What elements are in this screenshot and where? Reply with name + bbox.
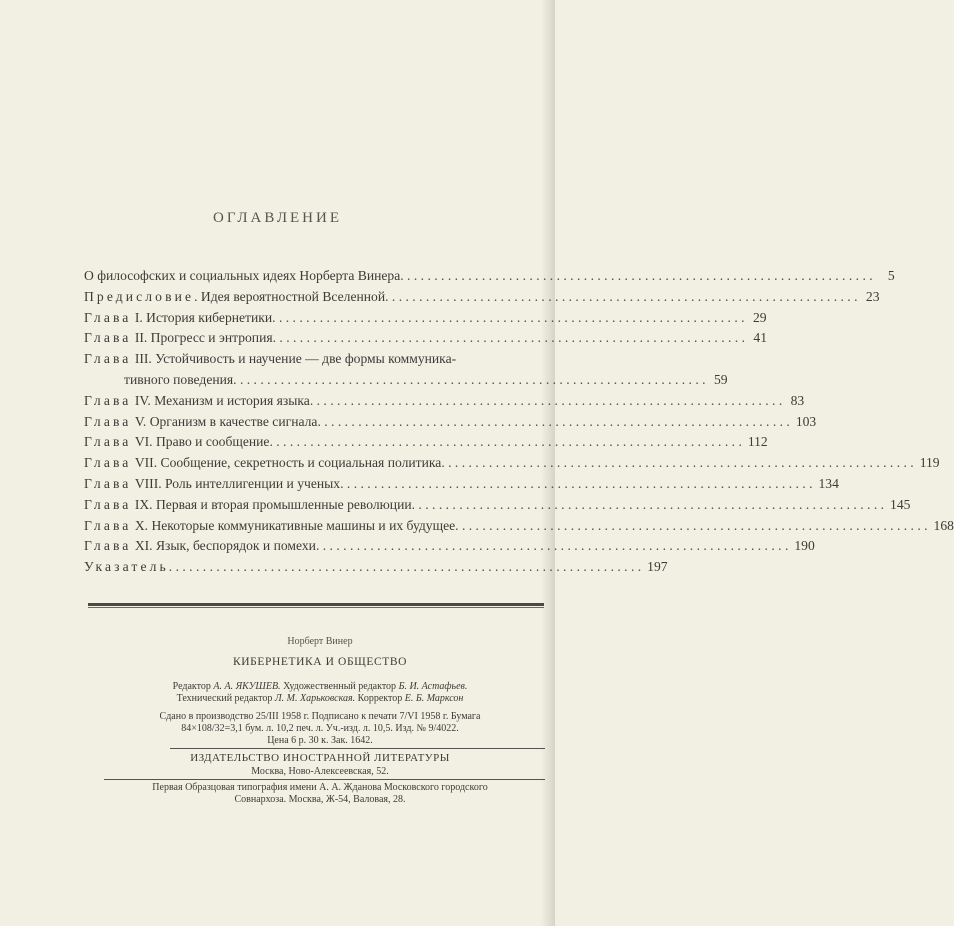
editor-name: А. А. ЯКУШЕВ.	[213, 681, 281, 692]
toc-page-number: 59	[713, 371, 728, 387]
imprint-publisher-address: Москва, Ново-Алексеевская, 52.	[251, 766, 389, 777]
toc-entry-text: О философских и социальных идеях Норберта Винера	[84, 268, 401, 283]
editor-role: Художественный редактор	[280, 681, 399, 692]
toc-entry-prefix: Глава	[84, 330, 132, 346]
toc-leader-dots	[317, 414, 789, 430]
toc-page-number: 5	[887, 268, 895, 283]
toc-entry	[84, 309, 767, 331]
toc-entry-text: X. Некоторые коммуникативные машины и их будущее	[131, 517, 456, 533]
toc-leader-dots	[272, 310, 744, 326]
toc-entry	[84, 392, 805, 414]
divider-rule	[170, 748, 545, 749]
toc-leader-dots	[273, 330, 745, 346]
toc-page-number: 145	[890, 496, 911, 512]
toc-leader-dots	[455, 518, 927, 534]
editor-name: Б. И. Астафьев.	[398, 681, 468, 692]
toc-entry	[84, 455, 940, 476]
toc-entry	[84, 538, 815, 559]
toc-entry-prefix: Глава	[84, 351, 132, 367]
toc-leader-dots	[233, 372, 705, 388]
toc-entry-text: VII. Сообщение, секретность и социальная политика	[131, 455, 442, 471]
imprint-production-info	[100, 711, 540, 747]
toc-entry-prefix: Глава	[84, 496, 132, 512]
toc-entry	[84, 517, 954, 539]
imprint-publisher: ИЗДАТЕЛЬСТВО ИНОСТРАННОЙ ЛИТЕРАТУРЫ	[190, 752, 450, 764]
toc-entry-text: V. Организм в качестве сигнала	[131, 413, 318, 429]
toc-entry-prefix: Предисловие	[84, 288, 195, 304]
toc-page-number: 197	[647, 559, 668, 575]
editor-role: Корректор	[355, 693, 405, 704]
toc-entry-prefix: Глава	[84, 434, 132, 450]
toc-entry-text: IV. Механизм и история языка	[131, 392, 310, 408]
toc-entry-text: III. Устойчивость и научение — две формы коммуника-	[131, 351, 457, 367]
toc-entry-prefix: Глава	[84, 455, 132, 471]
toc-page-number: 83	[790, 392, 805, 408]
toc-entry-prefix: Глава	[84, 517, 132, 533]
toc-page-number: 134	[818, 475, 839, 491]
toc-entry-continuation	[84, 371, 728, 393]
toc-title: ОГЛАВЛЕНИЕ	[213, 210, 342, 226]
toc-entry	[84, 475, 839, 497]
toc-entry-prefix: Глава	[84, 538, 132, 554]
toc-entry	[84, 288, 880, 310]
toc-page-number: 23	[865, 288, 880, 304]
editor-role: Технический редактор	[176, 693, 275, 704]
printer-line: Совнархоза. Москва, Ж-54, Валовая, 28.	[234, 794, 406, 805]
toc-entry-text: тивного поведения	[124, 371, 234, 387]
toc-entry-text: VIII. Роль интеллигенции и ученых	[131, 475, 341, 491]
toc-leader-dots	[316, 538, 788, 554]
toc-page-number: 112	[747, 434, 768, 450]
divider-rule	[88, 603, 544, 606]
toc-entry-text: VI. Право и сообщение	[131, 434, 270, 450]
toc-entry	[84, 413, 817, 435]
imprint-printer	[100, 782, 540, 806]
printer-line: Первая Образцовая типография имени А. А. Жданова Московского городского	[152, 782, 488, 793]
toc-entry-text: . Идея вероятностной Вселенной	[194, 288, 386, 304]
toc-page-number: 119	[919, 455, 940, 471]
toc-leader-dots	[400, 268, 872, 284]
table-of-contents	[84, 268, 954, 580]
toc-entry-text: XI. Язык, беспорядок и помехи	[131, 538, 316, 554]
editor-name: Л. М. Харьковская.	[274, 693, 356, 704]
toc-leader-dots	[385, 289, 857, 305]
toc-entry-text: I. История кибернетики	[131, 309, 273, 325]
toc-page-number: 103	[795, 413, 817, 429]
production-line: Сдано в производство 25/III 1958 г. Подписано к печати 7/VI 1958 г. Бумага	[159, 711, 481, 722]
toc-entry	[84, 330, 767, 351]
toc-entry	[84, 496, 911, 518]
divider-rule	[104, 779, 545, 780]
editor-name: Е. Б. Марксон	[404, 693, 464, 704]
toc-entry-prefix: Глава	[84, 309, 132, 325]
toc-leader-dots	[269, 434, 741, 450]
toc-entry	[84, 559, 668, 580]
production-line: 84×108/32=3,1 бум. л. 10,2 печ. л. Уч.-изд. л. 10,5. Изд. № 9/4022.	[181, 723, 459, 734]
toc-entry	[84, 351, 546, 372]
toc-leader-dots	[441, 455, 913, 471]
toc-entry-text: IX. Первая и вторая промышленные революции	[131, 496, 412, 512]
toc-page-number: 29	[752, 309, 767, 325]
toc-entry-text: II. Прогресс и энтропия	[131, 330, 273, 346]
toc-entry	[84, 268, 895, 289]
imprint-book-title: КИБЕРНЕТИКА И ОБЩЕСТВО	[232, 656, 408, 668]
imprint-author: Норберт Винер	[287, 636, 353, 647]
toc-entry-prefix: Глава	[84, 392, 132, 408]
toc-entry-prefix: Глава	[84, 475, 132, 491]
toc-page-number: 190	[794, 538, 815, 554]
toc-entry	[84, 434, 768, 455]
toc-entry-prefix: Указатель	[84, 559, 169, 575]
toc-entry-prefix: Глава	[84, 413, 132, 429]
divider-rule	[88, 607, 544, 608]
toc-leader-dots	[412, 497, 884, 513]
toc-leader-dots	[169, 559, 641, 575]
production-line: Цена 6 р. 30 к. Зак. 1642.	[267, 735, 373, 746]
toc-page-number: 168	[933, 517, 954, 533]
editor-role: Редактор	[172, 681, 214, 692]
toc-page-number: 41	[753, 330, 767, 346]
toc-leader-dots	[340, 476, 812, 492]
imprint-editors	[100, 681, 540, 705]
toc-leader-dots	[310, 393, 782, 409]
